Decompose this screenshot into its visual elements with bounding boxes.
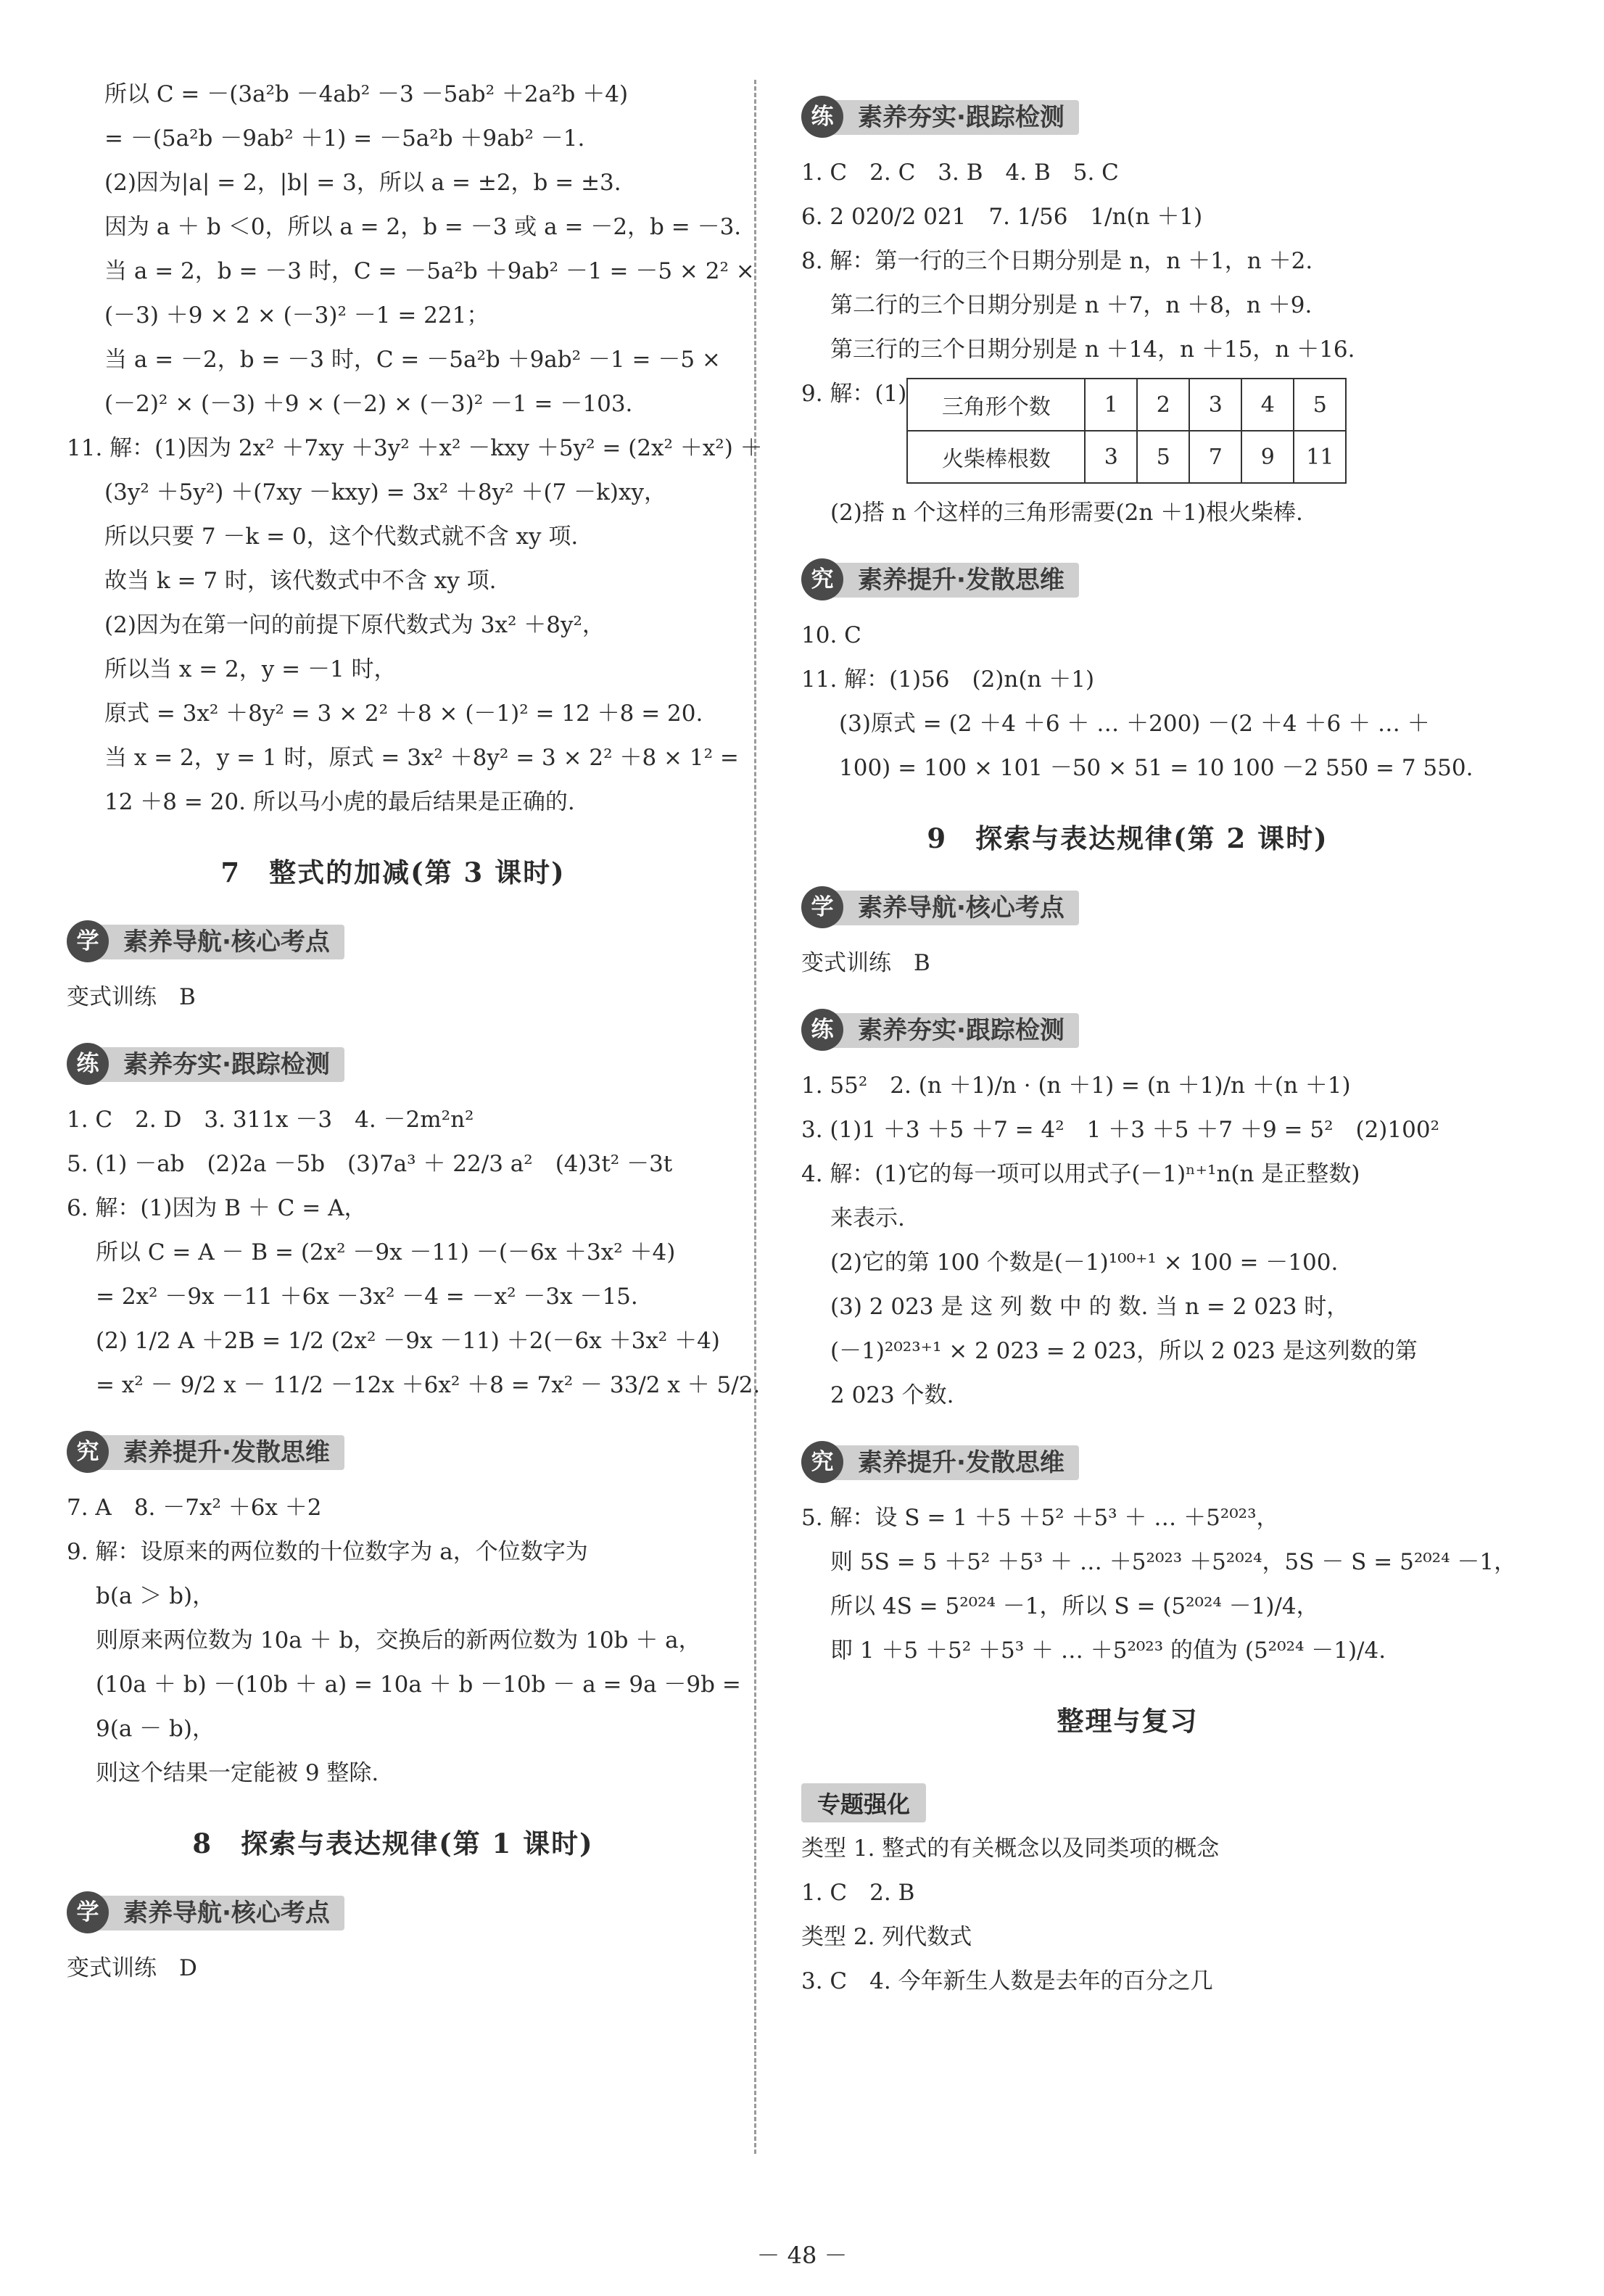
table-cell: 3 xyxy=(1085,431,1137,483)
text-line: (3) 2 023 是 这 列 数 中 的 数. 当 n = 2 023 时， xyxy=(830,1294,1349,1320)
section-banner-xue-2 xyxy=(67,1890,719,1936)
banner-bar xyxy=(83,1435,344,1470)
table-row xyxy=(907,379,1346,431)
text-line: 5. 解：设 S = 1 ＋5 ＋5² ＋5³ ＋ … ＋5²⁰²³， xyxy=(801,1505,1279,1531)
text-line: 100) = 100 × 101 －50 × 51 = 10 100 －2 550 = 7 550. xyxy=(839,755,1473,781)
column-divider xyxy=(754,80,756,2154)
section-title: 8 探索与表达规律(第 1 课时) xyxy=(192,1828,594,1859)
banner-badge: 究 xyxy=(801,558,843,600)
text-line: = －(5a²b －9ab² ＋1) = －5a²b ＋9ab² －1. xyxy=(104,125,585,152)
text-line: 7. A 8. －7x² ＋6x ＋2 xyxy=(67,1495,322,1521)
left-block-a xyxy=(67,73,763,825)
text-line: 所以只要 7 －k = 0，这个代数式就不含 xy 项. xyxy=(104,524,579,550)
q9-row xyxy=(801,372,1454,484)
right-block-f xyxy=(801,1827,1454,2004)
text-line: 当 a = －2，b = －3 时，C = －5a²b ＋9ab² －1 = －5 × xyxy=(104,347,721,373)
text-line: (2)因为|a| = 2，|b| = 3，所以 a = ±2，b = ±3. xyxy=(104,170,621,196)
text-line: 9(a － b)， xyxy=(96,1716,215,1742)
banner-bar xyxy=(83,1047,344,1082)
text-line: (2)因为在第一问的前提下原代数式为 3x² ＋8y²， xyxy=(104,612,605,638)
table-cell: 9 xyxy=(1241,431,1294,483)
text-line: 4. 解：(1)它的每一项可以用式子(－1)ⁿ⁺¹n(n 是正整数) xyxy=(801,1161,1360,1187)
text-line: (3y² ＋5y²) ＋(7xy －kxy) = 3x² ＋8y² ＋(7 －k)xy， xyxy=(104,479,666,505)
text-line: 8. 解：第一行的三个日期分别是 n，n ＋1，n ＋2. xyxy=(801,248,1313,274)
banner-bar xyxy=(817,891,1079,925)
right-column xyxy=(801,73,1517,2004)
text-line: 2 023 个数. xyxy=(830,1382,954,1408)
text-line: 10. C xyxy=(801,622,861,648)
text-line: = 2x² －9x －11 ＋6x －3x² －4 = －x² －3x －15. xyxy=(96,1284,638,1310)
section-banner-lian-r2 xyxy=(801,1007,1454,1054)
text-line: 1. 55² 2. (n ＋1)/n · (n ＋1) = (n ＋1)/n ＋(n ＋1) xyxy=(801,1073,1351,1099)
section-banner-lian-r xyxy=(801,94,1454,141)
text-line: 变式训练 D xyxy=(67,1955,197,1981)
text-line: 9. 解：(1) xyxy=(801,381,907,407)
banner-bar xyxy=(817,100,1079,135)
banner-badge: 学 xyxy=(67,1891,109,1933)
table-cell: 3 xyxy=(1189,379,1241,431)
text-line: 1. C 2. C 3. B 4. B 5. C xyxy=(801,160,1119,186)
text-line: 变式训练 B xyxy=(801,950,930,976)
text-line: 11. 解：(1)因为 2x² ＋7xy ＋3y² ＋x² －kxy ＋5y² = (2x² ＋x²) ＋ xyxy=(67,435,763,461)
text-line: 3. C 4. 今年新生人数是去年的百分之几 xyxy=(801,1968,1213,1994)
text-line: (2) 1/2 A ＋2B = 1/2 (2x² －9x －11) ＋2(－6x ＋3x² ＋4) xyxy=(96,1328,720,1354)
section-title: 9 探索与表达规律(第 2 课时) xyxy=(927,822,1328,854)
table-header-cell: 三角形个数 xyxy=(907,379,1085,431)
text-line: 变式训练 B xyxy=(67,984,196,1010)
section-banner-jiu xyxy=(67,1429,719,1476)
table-row xyxy=(907,431,1346,483)
text-line: 所以当 x = 2，y = －1 时， xyxy=(104,656,397,682)
topic-label: 专题强化 xyxy=(801,1783,926,1822)
text-line: 9. 解：设原来的两位数的十位数字为 a，个位数字为 xyxy=(67,1539,588,1565)
text-line: 第二行的三个日期分别是 n ＋7，n ＋8，n ＋9. xyxy=(830,292,1312,318)
right-block-a xyxy=(801,151,1454,372)
text-line: 1. C 2. B xyxy=(801,1880,915,1906)
section-banner-lian xyxy=(67,1041,719,1088)
section-banner-jiu-r2 xyxy=(801,1440,1454,1486)
table-cell: 5 xyxy=(1294,379,1346,431)
text-line: 12 ＋8 = 20. 所以马小虎的最后结果是正确的. xyxy=(104,789,575,815)
table-cell: 1 xyxy=(1085,379,1137,431)
text-line: 第三行的三个日期分别是 n ＋14，n ＋15，n ＋16. xyxy=(830,336,1355,363)
text-line: (2)搭 n 个这样的三角形需要(2n ＋1)根火柴棒. xyxy=(830,500,1303,526)
page-number: － 48 － xyxy=(756,2242,848,2269)
table-cell: 7 xyxy=(1189,431,1241,483)
text-line: 当 x = 2，y = 1 时，原式 = 3x² ＋8y² = 3 × 2² ＋8 × 1² = xyxy=(104,745,739,771)
table-cell: 4 xyxy=(1241,379,1294,431)
banner-text: 素养导航·核心考点 xyxy=(858,893,1064,922)
right-block-d xyxy=(801,1064,1454,1418)
text-line: 故当 k = 7 时，该代数式中不含 xy 项. xyxy=(104,568,497,594)
text-line: 类型 1. 整式的有关概念以及同类项的概念 xyxy=(801,1835,1220,1862)
banner-badge: 究 xyxy=(801,1441,843,1483)
banner-text: 素养夯实·跟踪检测 xyxy=(858,103,1064,132)
banner-bar xyxy=(83,925,344,959)
left-block-d xyxy=(67,1486,741,1796)
text-line: 来表示. xyxy=(830,1205,905,1231)
text-line: 当 a = 2，b = －3 时，C = －5a²b ＋9ab² －1 = －5 × 2² × xyxy=(104,258,755,284)
text-line: (2)它的第 100 个数是(－1)¹⁰⁰⁺¹ × 100 = －100. xyxy=(830,1250,1339,1276)
text-line: 则 5S = 5 ＋5² ＋5³ ＋ … ＋5²⁰²³ ＋5²⁰²⁴，5S － S = 5²⁰²⁴ －1， xyxy=(830,1549,1517,1575)
text-line: 3. (1)1 ＋3 ＋5 ＋7 = 4² 1 ＋3 ＋5 ＋7 ＋9 = 5² (2)100² xyxy=(801,1117,1440,1143)
banner-badge: 练 xyxy=(801,1009,843,1051)
table-cell: 5 xyxy=(1137,431,1189,483)
text-line: 5. (1) －ab (2)2a －5b (3)7a³ ＋ 22/3 a² (4)3t² －3t xyxy=(67,1151,673,1177)
banner-text: 素养提升·发散思维 xyxy=(858,566,1064,595)
section-banner-xue xyxy=(67,919,719,965)
matchstick-table xyxy=(906,378,1347,484)
text-line: 原式 = 3x² ＋8y² = 3 × 2² ＋8 × (－1)² = 12 ＋8 = 20. xyxy=(104,701,703,727)
banner-badge: 练 xyxy=(801,96,843,138)
text-line: 6. 2 020/2 021 7. 1/56 1/n(n ＋1) xyxy=(801,204,1203,230)
right-block-b xyxy=(801,614,1473,790)
banner-badge: 练 xyxy=(67,1043,109,1085)
banner-text: 素养夯实·跟踪检测 xyxy=(858,1016,1064,1045)
section-banner-xue-r xyxy=(801,885,1454,931)
text-line: 所以 C = A － B = (2x² －9x －11) －(－6x ＋3x² ＋4) xyxy=(96,1239,676,1265)
banner-badge: 究 xyxy=(67,1431,109,1473)
text-line: 1. C 2. D 3. 311x －3 4. －2m²n² xyxy=(67,1107,474,1133)
text-line: 则这个结果一定能被 9 整除. xyxy=(96,1760,379,1786)
table-cell: 2 xyxy=(1137,379,1189,431)
text-line: 所以 4S = 5²⁰²⁴ －1，所以 S = (5²⁰²⁴ －1)/4， xyxy=(830,1593,1319,1619)
text-line: (－2)² × (－3) ＋9 × (－2) × (－3)² －1 = －103. xyxy=(104,391,633,417)
banner-badge: 学 xyxy=(801,886,843,928)
text-line: (－1)²⁰²³⁺¹ × 2 023 = 2 023，所以 2 023 是这列数的第 xyxy=(830,1338,1418,1364)
table-cell: 11 xyxy=(1294,431,1346,483)
text-line: 6. 解：(1)因为 B ＋ C = A， xyxy=(67,1195,367,1221)
banner-text: 素养导航·核心考点 xyxy=(123,928,330,957)
section-title: 7 整式的加减(第 3 课时) xyxy=(220,856,566,888)
banner-text: 素养导航·核心考点 xyxy=(123,1899,330,1928)
banner-text: 素养提升·发散思维 xyxy=(858,1448,1064,1477)
banner-bar xyxy=(817,1013,1079,1048)
text-line: 类型 2. 列代数式 xyxy=(801,1924,972,1950)
text-line: = x² － 9/2 x － 11/2 －12x ＋6x² ＋8 = 7x² － 33/2 x ＋ 5/2. xyxy=(96,1372,761,1398)
banner-bar xyxy=(817,1445,1079,1480)
text-line: 则原来两位数为 10a ＋ b，交换后的新两位数为 10b ＋ a， xyxy=(96,1627,701,1653)
text-line: (－3) ＋9 × 2 × (－3)² －1 = 221； xyxy=(104,302,489,329)
text-line: 所以 C = －(3a²b －4ab² －3 －5ab² ＋2a²b ＋4) xyxy=(104,81,629,107)
section-title: 整理与复习 xyxy=(1057,1705,1199,1737)
banner-text: 素养夯实·跟踪检测 xyxy=(123,1050,330,1079)
section-banner-jiu-r xyxy=(801,557,1454,603)
text-line: 11. 解：(1)56 (2)n(n ＋1) xyxy=(801,666,1095,693)
text-line: b(a ＞ b)， xyxy=(96,1583,215,1609)
text-line: 即 1 ＋5 ＋5² ＋5³ ＋ … ＋5²⁰²³ 的值为 (5²⁰²⁴ －1)/4. xyxy=(830,1638,1386,1664)
right-block-e xyxy=(801,1496,1517,1673)
left-column xyxy=(67,73,763,1991)
banner-badge: 学 xyxy=(67,920,109,962)
banner-bar xyxy=(83,1896,344,1930)
text-line: (3)原式 = (2 ＋4 ＋6 ＋ … ＋200) －(2 ＋4 ＋6 ＋ … ＋ xyxy=(839,711,1430,737)
text-line: 因为 a ＋ b ＜0，所以 a = 2，b = －3 或 a = －2，b = －3. xyxy=(104,214,742,240)
banner-text: 素养提升·发散思维 xyxy=(123,1438,330,1467)
banner-bar xyxy=(817,563,1079,598)
table-header-cell: 火柴棒根数 xyxy=(907,431,1085,483)
text-line: (10a ＋ b) －(10b ＋ a) = 10a ＋ b －10b － a = 9a －9b = xyxy=(96,1672,741,1698)
left-block-c xyxy=(67,1098,761,1408)
